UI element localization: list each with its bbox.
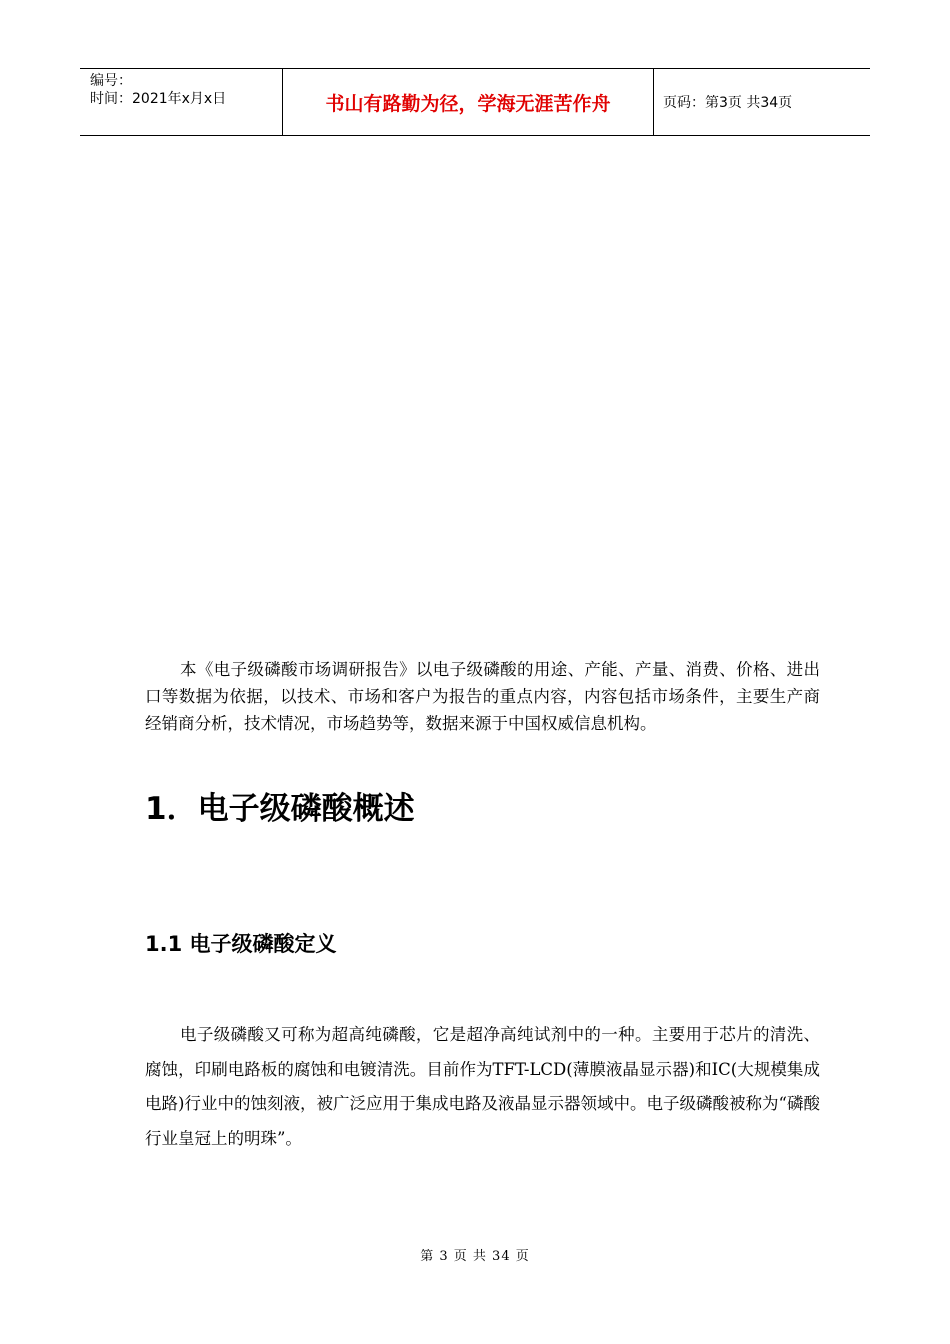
subsection-heading: 1.1 电子级磷酸定义 <box>145 932 337 956</box>
header-page-info: 页码：第3页 共34页 <box>663 95 793 111</box>
page-footer: 第 3 页 共 34 页 <box>420 1249 530 1264</box>
section-heading: 1．电子级磷酸概述 <box>145 791 415 827</box>
header-motto: 书山有路勤为径，学海无涯苦作舟 <box>282 69 654 135</box>
document-date: 时间：2021年x月x日 <box>90 91 227 107</box>
definition-paragraph: 电子级磷酸又可称为超高纯磷酸，它是超净高纯试剂中的一种。主要用于芯片的清洗、腐蚀，印刷电路板的腐蚀和电镀清洗。目前作为TFT-LCD(薄膜液晶显示器)和IC(大规模集成电路)行业中的蚀刻液，被广泛应用于集成电路及液晶显示器领域中。电子级磷酸被称为“磷酸行业皇冠上的明珠”。 <box>145 1025 820 1148</box>
intro-paragraph: 本《电子级磷酸市场调研报告》以电子级磷酸的用途、产能、产量、消费、价格、进出口等数据为依据，以技术、市场和客户为报告的重点内容，内容包括市场条件，主要生产商经销商分析，技术情况，市场趋势等，数据来源于中国权威信息机构。 <box>145 660 820 733</box>
page-header <box>80 68 870 136</box>
document-number-label: 编号： <box>90 73 132 89</box>
header-meta <box>80 69 282 135</box>
